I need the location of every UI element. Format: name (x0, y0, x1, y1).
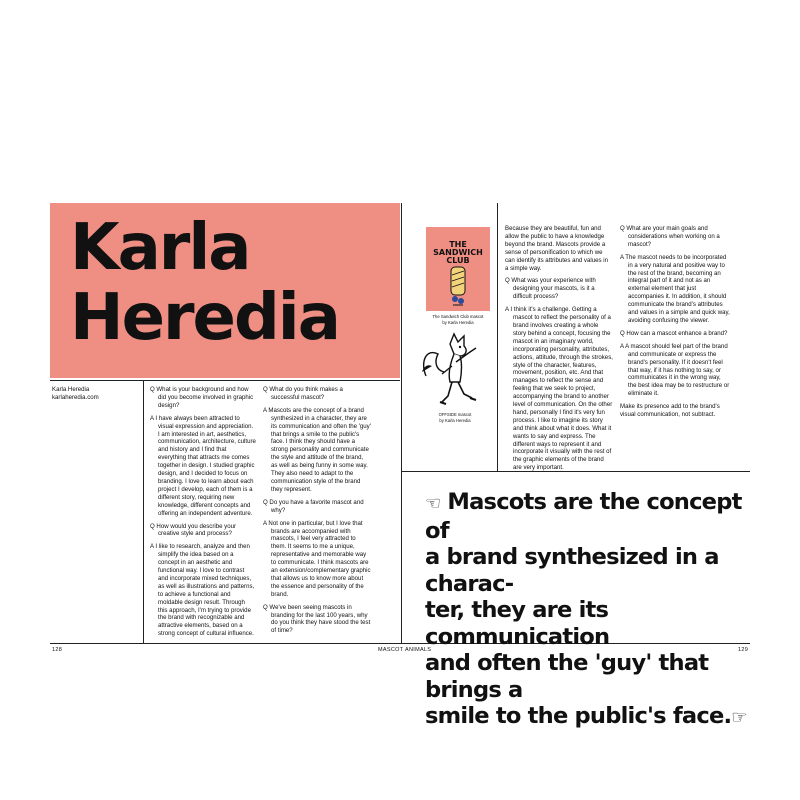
divider-spine (401, 203, 402, 643)
author-name: Karla Heredia (52, 386, 90, 393)
question: Q How can a mascot enhance a brand? (620, 329, 728, 337)
pull-quote-line-1: Mascots are the concept of (425, 489, 742, 544)
title-line-1: Karla (70, 211, 250, 285)
author-website: karlaheredia.com (52, 393, 99, 401)
question: Q What are your main goals and considerations when working on a mascot? (620, 225, 720, 248)
cover-title-line-2: SANDWICH (433, 248, 483, 257)
answer: A Not one in particular, but I love that brands are accompanied with mascots, I feel very attracted to them. It seems to me a unique, representative and memorable way to communicate. I think mascots are an extension/complementary graphic that allows us to know more about the essence and personality of the brand. (263, 519, 371, 598)
hand-pointer-icon: ☞ (731, 707, 747, 728)
answer: Because they are beautiful, fun and allow the public to have a knowledge beyond the brand. Mascots provide a sense of personification to which we can identify its attributes and values in a simple way. (505, 225, 608, 272)
fox-caption-line-2: by Karla Heredia (439, 417, 471, 423)
title-line-2: Heredia (70, 281, 339, 355)
cover-title-line-3: CLUB (446, 256, 470, 265)
pull-quote-line-3: ter, they are its communication (425, 597, 610, 650)
pull-quote (425, 489, 755, 732)
answer: Make its presence add to the brand's visual communication, not subtract. (620, 403, 720, 419)
page-number-left: 128 (52, 647, 63, 653)
question: Q What do you think makes a successful mascot? (263, 386, 343, 401)
question: Q What was your experience with designing your mascots, is it a difficult process? (505, 277, 596, 301)
sandwich-club-cover (426, 227, 490, 311)
page-title (70, 213, 339, 353)
divider-left-col (143, 381, 144, 643)
question: Q What is your background and how did you become involved in graphic design? (150, 386, 254, 409)
interview-column-2 (263, 386, 371, 640)
divider-left-top (50, 380, 400, 381)
question: Q We've been seeing mascots in branding for the last 100 years, why do you think they have stood the test of time? (263, 603, 371, 635)
sandwich-mascot-icon (444, 265, 472, 309)
page-number-right: 129 (738, 647, 749, 653)
fox-caption-line-1: OFFSIDE mascot (438, 412, 472, 417)
answer: A I like to research, analyze and then simplify the idea based on a concept in an aesthetic and functional way. I love to contrast and incorporate mixed techniques, as well as illustrations and patterns, to achieve a functional and moldable design result. Through this approach, I'm trying to provide the brand with recognizable and attractive elements, based on a strong concept of cultural influence. (150, 543, 255, 638)
hero-block (50, 203, 400, 378)
divider-right-col (497, 203, 498, 471)
interview-column-1 (150, 386, 256, 643)
question: Q Do you have a favorite mascot and why? (263, 498, 364, 514)
fox-caption (423, 412, 487, 423)
fox-mascot-icon (420, 332, 492, 408)
pull-quote-line-2: a brand synthesized in a charac- (425, 544, 719, 597)
cover-title (426, 241, 490, 265)
cover-caption-line-1: The Sandwich Club mascot (432, 314, 484, 319)
answer: A I have always been attracted to visual expression and appreciation. I am interested in art, aesthetics, communication, architecture, culture and history and I find that everything that attracts me comes together in design. I studied graphic design, and I decided to focus on branding. I love to learn about each project I develop, each of them is a different story, requiring new knowledge, different concepts and offering an independent adventure. (150, 414, 256, 517)
section-label-left: MASCOT (378, 647, 404, 653)
answer: A The mascot needs to be incorporated in a very natural and positive way to the rest of the brand, becoming an integral part of it and not as an external element that just accompanies it. In addition, it should communicate the brand's attributes and values in a simple and quick way, avoiding confusing the viewer. (620, 253, 730, 324)
pull-quote-line-4: and often the 'guy' that brings a (425, 650, 709, 703)
cover-title-line-1: THE (449, 240, 467, 249)
interview-column-3 (505, 225, 613, 477)
interview-column-4 (620, 225, 730, 424)
pull-quote-line-5: smile to the public's face. (425, 703, 732, 729)
question: Q How would you describe your creative style and process? (150, 522, 237, 538)
answer: A A mascot should feel part of the brand and communicate or express the brand's personality. If it doesn't feel that way, if it has nothing to say, or communicates it in the wrong way, the best idea may be to restructure or eliminate it. (620, 342, 730, 398)
hand-pointer-icon: ☜ (425, 493, 441, 514)
answer: A Mascots are the concept of a brand synthesized in a character, they are its communication and often the 'guy' that brings a smile to the public's face. I think they should have a strong personality and communicate the style and attitude of the brand, as well as being funny in some way. They also need to adapt to the communication style of the brand they represent. (263, 406, 371, 493)
answer: A I think it's a challenge. Getting a mascot to reflect the personality of a brand involves creating a whole story behind a concept, focusing the mascot in an imaginary world, incorporating personality, attributes, actions, attitude, through the strokes, style of the character, features, movement, position, etc. And that manages to reflect the sense and feeling that we seek to project, accompanying the brand to another level of communication. On the other hand, personally I find it's very fun process. I like to imagine its story and think about what it does. What it wants to say and express. The different ways to represent it and incorporate it visually with the rest of the graphic elements of the brand are very important. (505, 306, 613, 472)
contact-block (52, 386, 140, 402)
section-label-right: ANIMALS (405, 647, 432, 653)
cover-caption (426, 314, 490, 325)
cover-caption-line-2: by Karla Heredia (442, 319, 474, 325)
